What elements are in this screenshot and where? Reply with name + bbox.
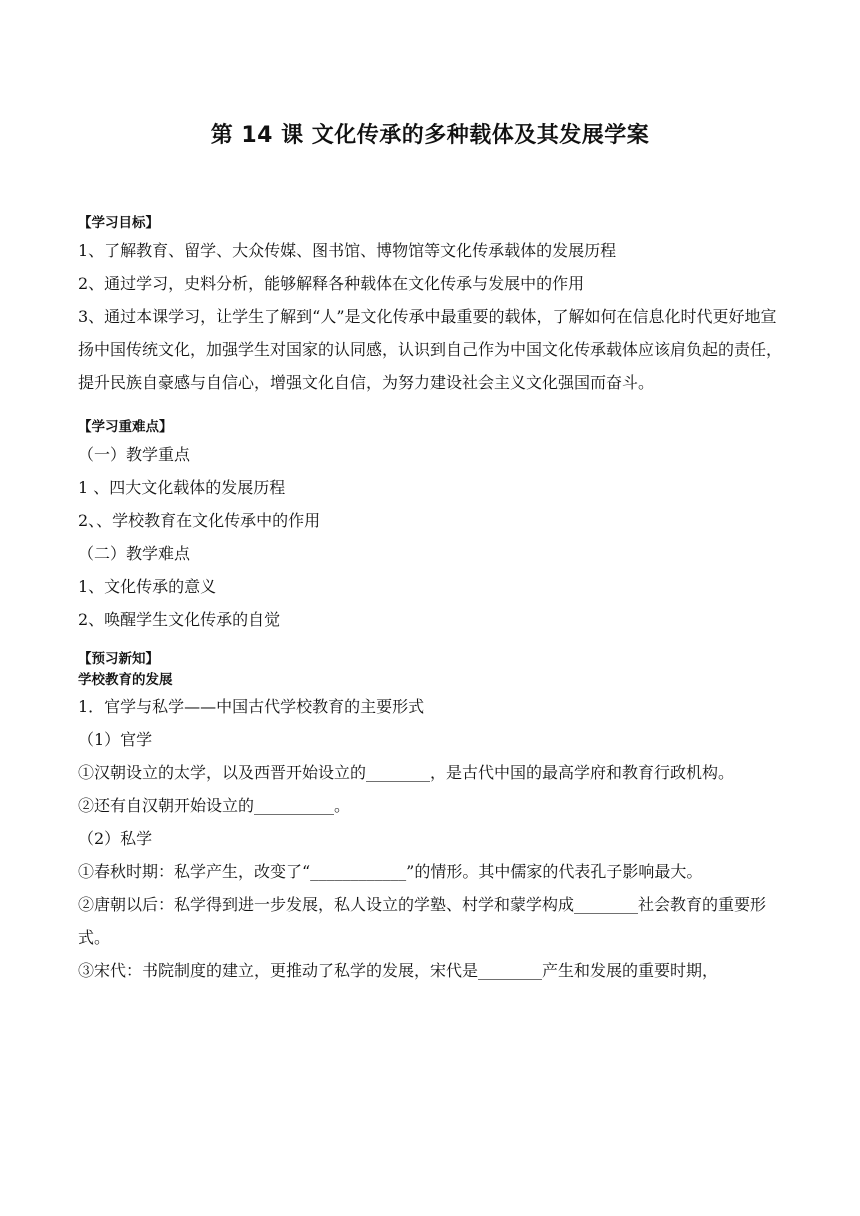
difficulty-heading: （二）教学难点 (78, 544, 191, 563)
focus-item-1: 1 、四大文化载体的发展历程 (78, 478, 286, 497)
objectives-heading: 【学习目标】 (78, 215, 159, 231)
difficulty-item-1: 1、文化传承的意义 (78, 577, 217, 596)
preview-heading: 【预习新知】 (78, 651, 159, 667)
document-title: 第 14 课 文化传承的多种载体及其发展学案 (210, 123, 650, 148)
official-school-item-2: ②还有自汉朝开始设立的__________。 (78, 796, 351, 815)
preview-subheading: 学校教育的发展 (78, 672, 173, 688)
private-school-heading: （2）私学 (78, 829, 153, 848)
official-school-heading: （1）官学 (78, 730, 153, 749)
objective-item-1: 1、了解教育、留学、大众传媒、图书馆、博物馆等文化传承载体的发展历程 (78, 241, 617, 260)
focus-item-2: 2、、学校教育在文化传承中的作用 (78, 511, 321, 530)
private-school-item-1: ①春秋时期：私学产生，改变了“____________”的情形。其中儒家的代表孔子影响最大。 (78, 862, 703, 881)
difficulty-item-2: 2、唤醒学生文化传承的自觉 (78, 610, 281, 629)
objective-item-3: 3、通过本课学习，让学生了解到“人”是文化传承中最重要的载体，了解如何在信息化时代更好地宣扬中国传统文化，加强学生对国家的认同感，认识到自己作为中国文化传承载体应该肩负起的责任，提升民族自豪感与自信心，增强文化自信，为努力建设社会主义文化强国而奋斗。 (78, 307, 783, 392)
preview-item-1: 1．官学与私学——中国古代学校教育的主要形式 (78, 697, 425, 716)
objective-item-2: 2、通过学习，史料分析，能够解释各种载体在文化传承与发展中的作用 (78, 274, 585, 293)
private-school-item-3: ③宋代：书院制度的建立，更推动了私学的发展，宋代是________产生和发展的重要时期， (78, 961, 719, 980)
official-school-item-1: ①汉朝设立的太学，以及西晋开始设立的________，是古代中国的最高学府和教育行政机构。 (78, 763, 735, 782)
key-points-heading: 【学习重难点】 (78, 419, 173, 435)
focus-heading: （一）教学重点 (78, 445, 191, 464)
document-body (78, 212, 784, 987)
private-school-item-2: ②唐朝以后：私学得到进一步发展，私人设立的学塾、村学和蒙学构成________社会教育的重要形式。 (78, 895, 767, 947)
